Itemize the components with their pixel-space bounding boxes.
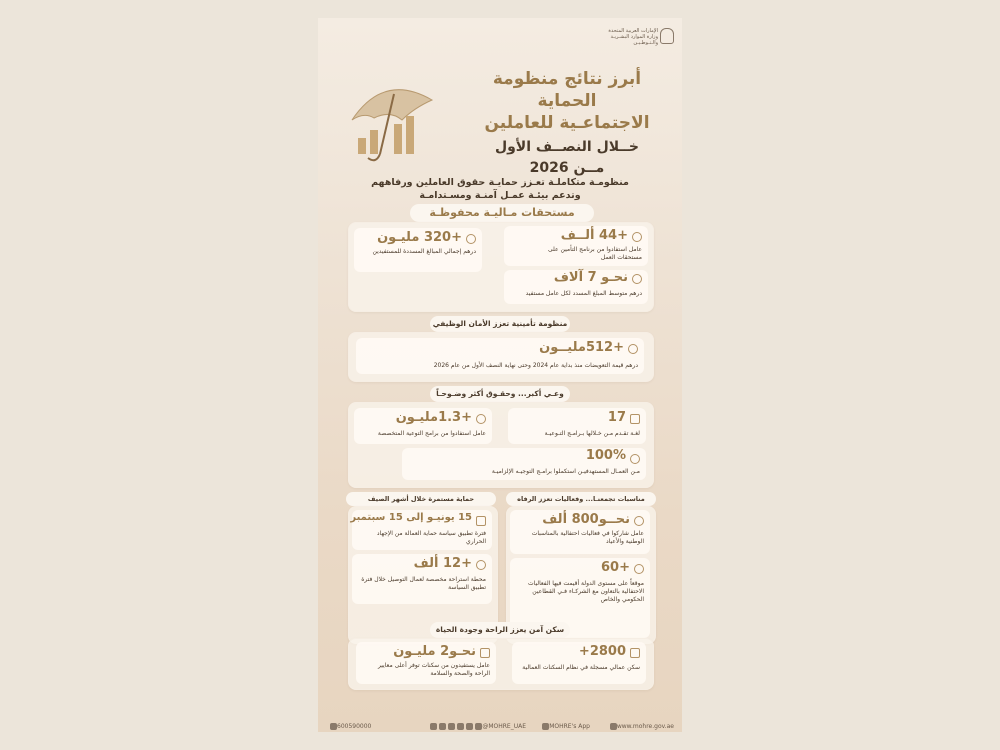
stat-60-desc: موقعاً على مستوى الدولة أقيمت فيها الفعاليات الاحتفالية بالتعاون مع الشركـاء فـي القطاعين الحكومي والخاص [527,580,644,603]
infographic-poster [318,18,682,732]
globe-icon [610,723,617,730]
website-link[interactable] [608,723,674,730]
title-line-1: أبرز نتائج منظومة الحماية [492,69,642,111]
stat-2m-value: نحـو2 مليـون [393,644,476,659]
stat-summer-period [352,510,492,550]
facebook-icon[interactable] [439,723,446,730]
instagram-icon[interactable] [457,723,464,730]
stat-100pct-desc: مـن العمـال المستهدفيـن استكملوا برامـج التوجيـه الإلزاميـة [491,468,640,475]
money-icon [466,234,476,244]
ministry-line-1: الإمارات العربية المتحدة [608,28,658,34]
calendar-icon [476,516,486,526]
stat-2m-desc: عامل يستفيدون من سكنات توفر أعلى معايير الراحة والصحة والسلامة [377,662,490,677]
stat-320m-value: +320 مليـون [377,230,462,245]
stat-summer-period-value: 15 يونيـو إلى 15 سبتمبر [350,512,472,523]
title-line-2: الاجتماعـية للعاملين [484,113,650,133]
section-5-title: حماية مستمرة خلال أشهر الصيف [346,492,496,506]
section-1-title: مستحقات مـاليـة محفوظـة [410,204,594,222]
stat-2m [356,642,496,684]
stat-1-3m [354,408,492,444]
stat-100pct [402,448,646,480]
stat-320m [354,228,482,272]
stat-512m-value: +512مليــون [539,340,624,355]
section-2-title: منظومة تأمينية تعزز الأمان الوظيفي [430,316,570,332]
coin-icon [632,274,642,284]
youtube-icon[interactable] [448,723,455,730]
umbrella-illustration [344,68,444,168]
section-4-title: مناسبات تجمعنـا... وفعاليات تعزز الرفاه [506,492,656,506]
website-text: www.mohre.gov.ae [616,723,674,730]
stat-44k-desc: عامل استفادوا من برنامج التأمين على مستحقات العمل [548,246,642,261]
stat-1-3m-desc: عامل استفادوا من برامج التوعية المتخصصة [377,430,486,437]
stat-2800-value: +2800 [578,644,626,659]
awareness-icon [476,414,486,424]
stat-summer-period-desc: فترة تطبيق سياسة حماية العمالة من الإجهاد الحراري [376,530,486,545]
stat-100pct-value: 100% [585,448,626,463]
phone-icon [330,723,337,730]
rest-station-icon [476,560,486,570]
stat-2800 [512,642,646,684]
stat-12k-desc: محطة استراحة مخصصة لعمال التوصيل خلال فترة تطبيق السياسة [361,576,486,591]
intro-text [318,176,682,202]
stat-2800-desc: سكن عمالي مسجلة في نظام السكنات العمالية [522,664,640,671]
stat-17 [508,408,646,444]
app-link[interactable] [540,723,590,730]
stat-17-value: 17 [607,410,626,425]
stat-1-3m-value: +1.3مليـون [395,410,472,425]
intro-line-2: وتدعم بيئـة عمـل آمنـة ومسـتدامـة [419,190,581,201]
linkedin-icon[interactable] [466,723,473,730]
title-line-4: مــن 2026 [529,160,605,176]
stat-320m-desc: درهم إجمالي المبالغ المسددة للمستفيدين [372,248,476,255]
language-icon [630,414,640,424]
stat-44k-value: +44 ألــف [560,228,628,243]
stat-12k-value: +12 ألف [413,556,472,571]
social-handle: @MOHRE_UAE [482,723,526,730]
app-text: MOHRE's App [549,723,590,730]
stat-7k-value: نحـو 7 آلاف [553,270,628,285]
page-title [462,68,672,178]
stat-44k [504,226,648,266]
building-icon [630,648,640,658]
stat-7k [504,270,648,304]
stat-512m [356,338,644,374]
workers-icon [632,232,642,242]
stat-800k [510,510,650,554]
x-icon[interactable] [430,723,437,730]
phone-link[interactable] [328,723,371,730]
section-3-title: وعـي أكبر... وحقـوق أكثر وضـوحـاً [430,386,570,402]
phone-text: 600590000 [337,723,372,730]
location-icon [634,564,644,574]
target-icon [630,454,640,464]
stat-512m-desc: درهم قيمة التعويضات منذ بداية عام 2024 وحتى نهاية النصف الأول من عام 2026 [433,362,638,369]
stat-800k-desc: عامل شاركوا في فعاليات احتفالية بالمناسبات الوطنية والأعياد [531,530,644,545]
social-links [428,723,526,730]
celebration-icon [634,516,644,526]
title-line-3: خــلال النصــف الأول [494,139,640,155]
stat-12k [352,554,492,604]
stat-800k-value: نحــو800 ألف [542,512,630,527]
ministry-name [598,28,658,46]
ministry-emblem-icon [660,28,674,44]
intro-line-1: منظومـة متكاملـة تعـزز حمايـة حقوق العاملين ورفاههم [371,177,629,188]
housing-icon [480,648,490,658]
stat-7k-desc: درهم متوسط المبلغ المسدد لكل عامل مستفيد [525,290,642,297]
stat-60-value: +60 [601,560,630,575]
section-6-title: سكن آمن يعزز الراحة وجودة الحياة [430,622,570,638]
ministry-line-2: وزارة الموارد البشـريـة والـتـوطـيـن [610,34,658,46]
stat-17-desc: لغـة تقـدم مـن خـلالها بـرامـج التـوعيـة [544,430,640,437]
exchange-icon [628,344,638,354]
